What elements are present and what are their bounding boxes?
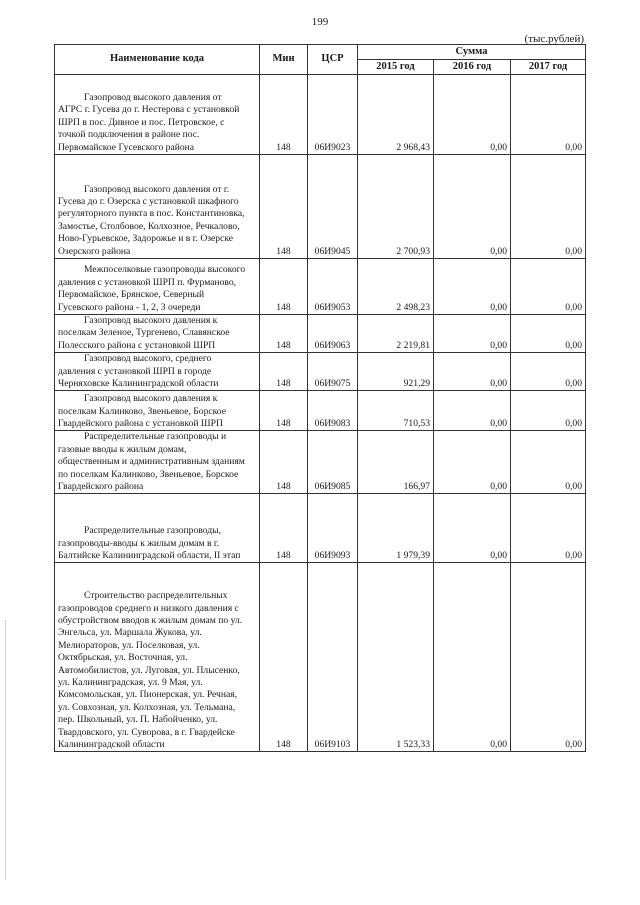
table-row bbox=[55, 315, 586, 353]
row-2016: 0,00 bbox=[434, 155, 511, 259]
header-name: Наименование кода bbox=[55, 45, 260, 75]
row-2016: 0,00 bbox=[434, 431, 511, 494]
row-name-line: ул. Калининградская, ул. 9 Мая, ул. bbox=[58, 677, 203, 689]
row-name-line: Гвардейского района с установкой ШРП bbox=[58, 418, 223, 430]
row-name bbox=[55, 259, 260, 315]
row-name-line: АГРС г. Гусева до г. Нестерова с установкой bbox=[58, 104, 240, 116]
margin-dots bbox=[5, 620, 8, 880]
row-name-line: газопроводы-вводы к жилым домам в г. bbox=[58, 537, 220, 549]
row-name-line: обустройством вводов к жилым домам по ул. bbox=[58, 615, 243, 626]
row-min: 148 bbox=[260, 155, 308, 259]
row-2017: 0,00 bbox=[511, 155, 586, 259]
row-name-line: газопроводов среднего и низкого давления с bbox=[58, 602, 239, 614]
row-2015: 710,53 bbox=[358, 391, 434, 431]
row-name-line: по поселкам Калинково, Звеньевое, Борское bbox=[58, 468, 239, 480]
row-2017: 0,00 bbox=[511, 563, 586, 752]
row-2015: 921,29 bbox=[358, 353, 434, 391]
row-name-line: Энгельса, ул. Маршала Жукова, ул. bbox=[58, 627, 202, 639]
row-2017: 0,00 bbox=[511, 315, 586, 353]
row-name-line: поселкам Калинково, Звеньевое, Борское bbox=[58, 405, 226, 417]
row-name-line: Твардовского, ул. Суворова, в г. Гвардейске bbox=[58, 726, 235, 738]
row-name-line: Калининградской области bbox=[58, 739, 165, 751]
row-2015: 2 968,43 bbox=[358, 75, 434, 155]
row-min: 148 bbox=[260, 315, 308, 353]
row-min: 148 bbox=[260, 259, 308, 315]
row-name-line: газовые вводы к жилым домам, bbox=[58, 443, 187, 455]
header-2015: 2015 год bbox=[358, 60, 434, 75]
row-name-line: Газопровод высокого давления от bbox=[84, 91, 222, 103]
row-name bbox=[55, 315, 260, 353]
row-csr: 06И9063 bbox=[308, 315, 358, 353]
table-row bbox=[55, 563, 586, 752]
row-name-line: Октябрьская, ул. Восточная, ул. bbox=[58, 652, 188, 664]
row-csr: 06И9023 bbox=[308, 75, 358, 155]
header-2016: 2016 год bbox=[434, 60, 511, 75]
table-body bbox=[55, 75, 586, 752]
row-min: 148 bbox=[260, 563, 308, 752]
row-name-line: Первомайское, Брянское, Северный bbox=[58, 289, 205, 301]
row-name-line: регуляторного пункта в пос. Константиновка, bbox=[58, 208, 245, 220]
row-csr: 06И9103 bbox=[308, 563, 358, 752]
row-min: 148 bbox=[260, 431, 308, 494]
header-min: Мин bbox=[260, 45, 308, 75]
row-csr: 06И9093 bbox=[308, 494, 358, 563]
row-name-line: Мелиораторов, ул. Поселковая, ул. bbox=[58, 639, 200, 651]
header-sum: Сумма bbox=[358, 45, 586, 60]
row-name bbox=[55, 353, 260, 391]
units-label: (тыс.рублей) bbox=[524, 33, 584, 45]
row-min: 148 bbox=[260, 75, 308, 155]
table-row bbox=[55, 494, 586, 563]
row-2015: 2 219,81 bbox=[358, 315, 434, 353]
row-2017: 0,00 bbox=[511, 353, 586, 391]
row-name-line: Замостье, Столбовое, Колхозное, Речкалово, bbox=[58, 220, 240, 232]
row-name bbox=[55, 75, 260, 155]
row-csr: 06И9085 bbox=[308, 431, 358, 494]
header-csr: ЦСР bbox=[308, 45, 358, 75]
row-name-line: Черняховске Калининградской области bbox=[58, 378, 219, 390]
row-name-line: ШРП в пос. Дивное и пос. Петровское, с bbox=[58, 116, 225, 128]
row-name-line: Распределительные газопроводы и bbox=[84, 431, 227, 443]
row-min: 148 bbox=[260, 353, 308, 391]
row-name bbox=[55, 155, 260, 259]
table-row bbox=[55, 155, 586, 259]
row-csr: 06И9045 bbox=[308, 155, 358, 259]
row-name-line: давления с установкой ШРП п. Фурманово, bbox=[58, 276, 237, 288]
row-name-line: Комсомольская, ул. Пионерская, ул. Речная, bbox=[58, 689, 238, 701]
row-2017: 0,00 bbox=[511, 391, 586, 431]
row-2016: 0,00 bbox=[434, 353, 511, 391]
row-2016: 0,00 bbox=[434, 391, 511, 431]
row-name-line: Балтийске Калининградской области, II этап bbox=[58, 550, 241, 562]
page-number: 199 bbox=[311, 16, 329, 28]
budget-table bbox=[54, 44, 586, 752]
row-name-line: Гусевского района - 1, 2, 3 очереди bbox=[58, 301, 201, 313]
row-name-line: Распределительные газопроводы, bbox=[84, 525, 221, 537]
row-name-line: общественным и административным зданиям bbox=[58, 456, 245, 468]
row-2015: 166,97 bbox=[358, 431, 434, 494]
row-2016: 0,00 bbox=[434, 259, 511, 315]
row-name-line: Автомобилистов, ул. Луговая, ул. Плысенко, bbox=[58, 664, 240, 676]
row-2015: 2 700,93 bbox=[358, 155, 434, 259]
row-name-line: Полесского района с установкой ШРП bbox=[58, 339, 216, 351]
row-2015: 2 498,23 bbox=[358, 259, 434, 315]
row-name-line: пер. Школьный, ул. П. Набойченко, ул. bbox=[58, 714, 218, 726]
row-csr: 06И9083 bbox=[308, 391, 358, 431]
row-name-line: Газопровод высокого, среднего bbox=[84, 353, 212, 365]
row-2016: 0,00 bbox=[434, 315, 511, 353]
row-name-line: Гвардейского района bbox=[58, 481, 144, 493]
row-name-line: ул. Совхозная, ул. Колхозная, ул. Тельмана, bbox=[58, 701, 236, 713]
row-name bbox=[55, 431, 260, 494]
row-name-line: поселкам Зеленое, Тургенево, Славянское bbox=[58, 327, 230, 339]
row-2017: 0,00 bbox=[511, 431, 586, 494]
row-name-line: Первомайское Гусевского района bbox=[58, 141, 195, 153]
row-name-line: Межпоселковые газопроводы высокого bbox=[84, 264, 246, 276]
table-row bbox=[55, 391, 586, 431]
row-name-line: Ново-Гурьевское, Задорожье и в г. Озерске bbox=[58, 233, 234, 245]
row-name-line: Газопровод высокого давления к bbox=[84, 393, 218, 405]
row-2017: 0,00 bbox=[511, 259, 586, 315]
row-name bbox=[55, 391, 260, 431]
row-csr: 06И9075 bbox=[308, 353, 358, 391]
row-name-line: давления с установкой ШРП в городе bbox=[58, 365, 212, 377]
row-name-line: точкой подключения в районе пос. bbox=[58, 129, 200, 141]
row-name-line: Озерского района bbox=[58, 245, 131, 257]
row-name bbox=[55, 563, 260, 752]
row-2017: 0,00 bbox=[511, 75, 586, 155]
row-2015: 1 979,39 bbox=[358, 494, 434, 563]
table-row bbox=[55, 259, 586, 315]
row-csr: 06И9053 bbox=[308, 259, 358, 315]
header-2017: 2017 год bbox=[511, 60, 586, 75]
row-name-line: Гусева до г. Озерска с установкой шкафного bbox=[58, 195, 239, 207]
table-row bbox=[55, 353, 586, 391]
row-min: 148 bbox=[260, 391, 308, 431]
row-name-line: Строительство распределительных bbox=[84, 590, 228, 602]
row-2016: 0,00 bbox=[434, 563, 511, 752]
row-name-line: Газопровод высокого давления к bbox=[84, 315, 218, 326]
row-name-line: Газопровод высокого давления от г. bbox=[84, 183, 230, 195]
row-2016: 0,00 bbox=[434, 75, 511, 155]
row-2017: 0,00 bbox=[511, 494, 586, 563]
table-row bbox=[55, 431, 586, 494]
table-row bbox=[55, 75, 586, 155]
row-name bbox=[55, 494, 260, 563]
row-2015: 1 523,33 bbox=[358, 563, 434, 752]
row-2016: 0,00 bbox=[434, 494, 511, 563]
row-min: 148 bbox=[260, 494, 308, 563]
